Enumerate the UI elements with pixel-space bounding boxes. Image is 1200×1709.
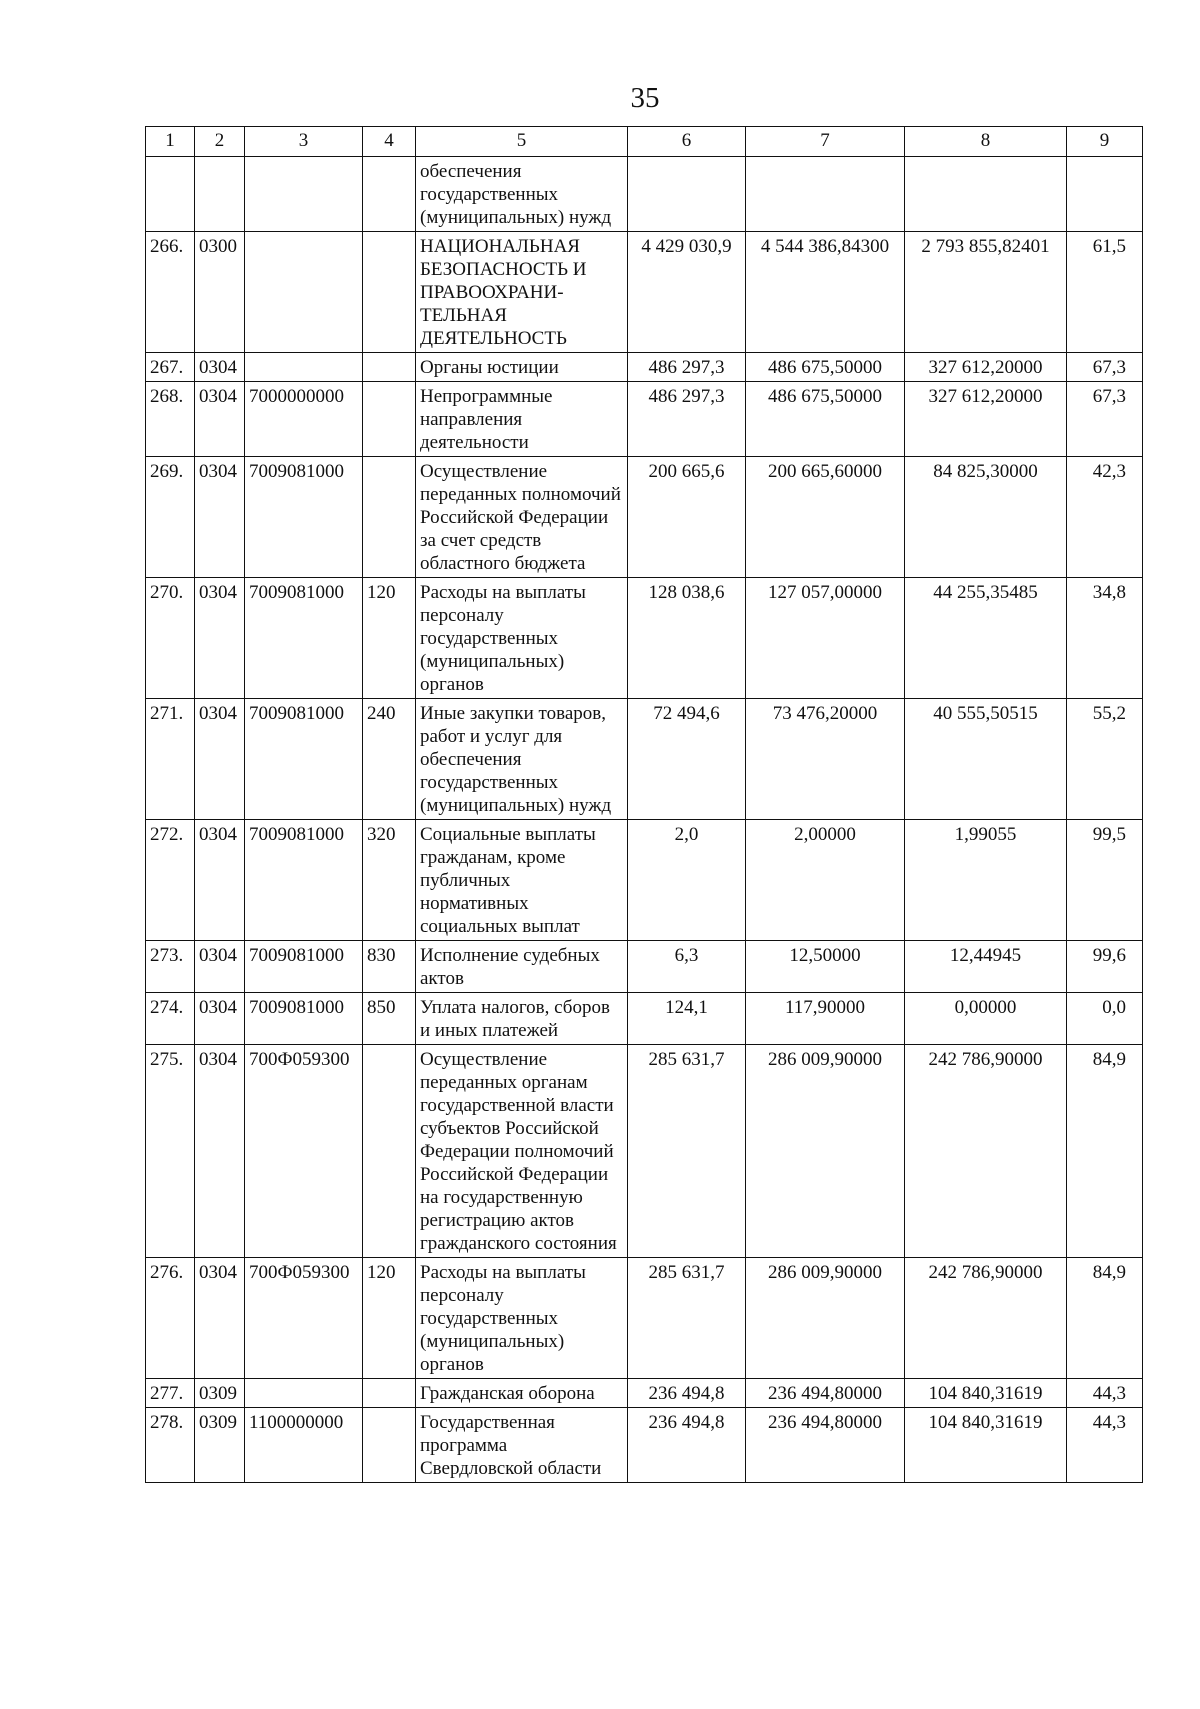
expense-type-code bbox=[363, 1408, 416, 1483]
column-header: 2 bbox=[195, 127, 245, 157]
table-row bbox=[146, 1258, 1143, 1379]
value-col7: 286 009,90000 bbox=[746, 1258, 905, 1379]
row-number: 271. bbox=[146, 699, 195, 820]
percent-col9: 61,5 bbox=[1067, 232, 1143, 353]
row-number: 278. bbox=[146, 1408, 195, 1483]
item-name: Расходы на выплаты персоналу государственных (муниципальных) органов bbox=[416, 578, 628, 699]
section-code: 0304 bbox=[195, 353, 245, 382]
value-col7: 2,00000 bbox=[746, 820, 905, 941]
row-number: 270. bbox=[146, 578, 195, 699]
value-col8: 327 612,20000 bbox=[905, 353, 1067, 382]
budget-table bbox=[145, 126, 1143, 1483]
expense-type-code bbox=[363, 1379, 416, 1408]
percent-col9 bbox=[1067, 157, 1143, 232]
column-header: 5 bbox=[416, 127, 628, 157]
target-article-code bbox=[245, 1379, 363, 1408]
row-number: 272. bbox=[146, 820, 195, 941]
value-col7: 286 009,90000 bbox=[746, 1045, 905, 1258]
percent-col9: 99,6 bbox=[1067, 941, 1143, 993]
item-name: Гражданская оборона bbox=[416, 1379, 628, 1408]
target-article-code: 7009081000 bbox=[245, 457, 363, 578]
item-name: Расходы на выплаты персоналу государственных (муниципальных) органов bbox=[416, 1258, 628, 1379]
item-name: Осуществление переданных органам государственной власти субъектов Российской Федерации полномочий Российской Федерации на государственную регистрацию актов гражданского состояния bbox=[416, 1045, 628, 1258]
value-col6: 285 631,7 bbox=[628, 1045, 746, 1258]
table-row bbox=[146, 820, 1143, 941]
value-col8: 12,44945 bbox=[905, 941, 1067, 993]
table-row bbox=[146, 578, 1143, 699]
expense-type-code: 830 bbox=[363, 941, 416, 993]
expense-type-code bbox=[363, 157, 416, 232]
value-col6: 486 297,3 bbox=[628, 382, 746, 457]
value-col6: 6,3 bbox=[628, 941, 746, 993]
row-number: 273. bbox=[146, 941, 195, 993]
target-article-code: 700Ф059300 bbox=[245, 1045, 363, 1258]
page-number: 35 bbox=[630, 82, 660, 114]
row-number: 277. bbox=[146, 1379, 195, 1408]
section-code: 0304 bbox=[195, 1258, 245, 1379]
percent-col9: 0,0 bbox=[1067, 993, 1143, 1045]
item-name: Социальные выплаты гражданам, кроме публичных нормативных социальных выплат bbox=[416, 820, 628, 941]
row-number: 269. bbox=[146, 457, 195, 578]
expense-type-code bbox=[363, 457, 416, 578]
row-number: 268. bbox=[146, 382, 195, 457]
value-col6: 128 038,6 bbox=[628, 578, 746, 699]
target-article-code bbox=[245, 353, 363, 382]
table-row bbox=[146, 699, 1143, 820]
value-col8: 1,99055 bbox=[905, 820, 1067, 941]
percent-col9: 67,3 bbox=[1067, 382, 1143, 457]
section-code: 0304 bbox=[195, 993, 245, 1045]
section-code: 0304 bbox=[195, 820, 245, 941]
percent-col9: 84,9 bbox=[1067, 1258, 1143, 1379]
section-code: 0304 bbox=[195, 578, 245, 699]
value-col8: 104 840,31619 bbox=[905, 1408, 1067, 1483]
expense-type-code: 240 bbox=[363, 699, 416, 820]
percent-col9: 55,2 bbox=[1067, 699, 1143, 820]
value-col6: 285 631,7 bbox=[628, 1258, 746, 1379]
table-row bbox=[146, 157, 1143, 232]
section-code: 0309 bbox=[195, 1408, 245, 1483]
value-col6: 124,1 bbox=[628, 993, 746, 1045]
expense-type-code bbox=[363, 382, 416, 457]
value-col6: 72 494,6 bbox=[628, 699, 746, 820]
value-col7: 127 057,00000 bbox=[746, 578, 905, 699]
section-code: 0300 bbox=[195, 232, 245, 353]
value-col7: 12,50000 bbox=[746, 941, 905, 993]
value-col8: 104 840,31619 bbox=[905, 1379, 1067, 1408]
table-row bbox=[146, 457, 1143, 578]
percent-col9: 44,3 bbox=[1067, 1408, 1143, 1483]
value-col7: 73 476,20000 bbox=[746, 699, 905, 820]
item-name: НАЦИОНАЛЬНАЯ БЕЗОПАСНОСТЬ И ПРАВООХРАНИ-ТЕЛЬНАЯ ДЕЯТЕЛЬНОСТЬ bbox=[416, 232, 628, 353]
table-row bbox=[146, 232, 1143, 353]
header-row bbox=[146, 127, 1143, 157]
value-col6: 4 429 030,9 bbox=[628, 232, 746, 353]
row-number bbox=[146, 157, 195, 232]
expense-type-code: 120 bbox=[363, 1258, 416, 1379]
section-code: 0309 bbox=[195, 1379, 245, 1408]
target-article-code: 7009081000 bbox=[245, 941, 363, 993]
expense-type-code bbox=[363, 1045, 416, 1258]
percent-col9: 67,3 bbox=[1067, 353, 1143, 382]
section-code: 0304 bbox=[195, 1045, 245, 1258]
percent-col9: 34,8 bbox=[1067, 578, 1143, 699]
value-col7: 236 494,80000 bbox=[746, 1379, 905, 1408]
target-article-code bbox=[245, 157, 363, 232]
percent-col9: 84,9 bbox=[1067, 1045, 1143, 1258]
expense-type-code bbox=[363, 232, 416, 353]
column-header: 3 bbox=[245, 127, 363, 157]
column-header: 9 bbox=[1067, 127, 1143, 157]
value-col8: 84 825,30000 bbox=[905, 457, 1067, 578]
value-col7: 486 675,50000 bbox=[746, 353, 905, 382]
row-number: 274. bbox=[146, 993, 195, 1045]
row-number: 267. bbox=[146, 353, 195, 382]
value-col8: 44 255,35485 bbox=[905, 578, 1067, 699]
section-code: 0304 bbox=[195, 699, 245, 820]
value-col6: 486 297,3 bbox=[628, 353, 746, 382]
table-row bbox=[146, 941, 1143, 993]
value-col8 bbox=[905, 157, 1067, 232]
target-article-code: 7009081000 bbox=[245, 820, 363, 941]
column-header: 8 bbox=[905, 127, 1067, 157]
percent-col9: 99,5 bbox=[1067, 820, 1143, 941]
percent-col9: 42,3 bbox=[1067, 457, 1143, 578]
column-header: 7 bbox=[746, 127, 905, 157]
value-col8: 40 555,50515 bbox=[905, 699, 1067, 820]
column-header: 1 bbox=[146, 127, 195, 157]
value-col7: 4 544 386,84300 bbox=[746, 232, 905, 353]
target-article-code: 7009081000 bbox=[245, 578, 363, 699]
value-col7: 486 675,50000 bbox=[746, 382, 905, 457]
percent-col9: 44,3 bbox=[1067, 1379, 1143, 1408]
target-article-code bbox=[245, 232, 363, 353]
target-article-code: 7009081000 bbox=[245, 993, 363, 1045]
target-article-code: 700Ф059300 bbox=[245, 1258, 363, 1379]
target-article-code: 7009081000 bbox=[245, 699, 363, 820]
expense-type-code: 320 bbox=[363, 820, 416, 941]
item-name: Осуществление переданных полномочий Российской Федерации за счет средств областного бюджета bbox=[416, 457, 628, 578]
expense-type-code: 120 bbox=[363, 578, 416, 699]
row-number: 266. bbox=[146, 232, 195, 353]
expense-type-code: 850 bbox=[363, 993, 416, 1045]
item-name: Государственная программа Свердловской области bbox=[416, 1408, 628, 1483]
row-number: 275. bbox=[146, 1045, 195, 1258]
expense-type-code bbox=[363, 353, 416, 382]
table-row bbox=[146, 993, 1143, 1045]
value-col6: 200 665,6 bbox=[628, 457, 746, 578]
section-code bbox=[195, 157, 245, 232]
table-row bbox=[146, 353, 1143, 382]
item-name: Исполнение судебных актов bbox=[416, 941, 628, 993]
target-article-code: 1100000000 bbox=[245, 1408, 363, 1483]
value-col6: 236 494,8 bbox=[628, 1408, 746, 1483]
value-col7: 117,90000 bbox=[746, 993, 905, 1045]
column-header: 6 bbox=[628, 127, 746, 157]
item-name: Уплата налогов, сборов и иных платежей bbox=[416, 993, 628, 1045]
section-code: 0304 bbox=[195, 941, 245, 993]
value-col8: 242 786,90000 bbox=[905, 1045, 1067, 1258]
value-col8: 242 786,90000 bbox=[905, 1258, 1067, 1379]
table-row bbox=[146, 1045, 1143, 1258]
value-col7: 200 665,60000 bbox=[746, 457, 905, 578]
item-name: Непрограммные направления деятельности bbox=[416, 382, 628, 457]
value-col6 bbox=[628, 157, 746, 232]
table-row bbox=[146, 1408, 1143, 1483]
value-col6: 2,0 bbox=[628, 820, 746, 941]
item-name: обеспечения государственных (муниципальных) нужд bbox=[416, 157, 628, 232]
value-col8: 0,00000 bbox=[905, 993, 1067, 1045]
item-name: Органы юстиции bbox=[416, 353, 628, 382]
value-col6: 236 494,8 bbox=[628, 1379, 746, 1408]
section-code: 0304 bbox=[195, 382, 245, 457]
table-row bbox=[146, 382, 1143, 457]
value-col7 bbox=[746, 157, 905, 232]
value-col8: 327 612,20000 bbox=[905, 382, 1067, 457]
value-col8: 2 793 855,82401 bbox=[905, 232, 1067, 353]
table-row bbox=[146, 1379, 1143, 1408]
section-code: 0304 bbox=[195, 457, 245, 578]
row-number: 276. bbox=[146, 1258, 195, 1379]
target-article-code: 7000000000 bbox=[245, 382, 363, 457]
item-name: Иные закупки товаров, работ и услуг для обеспечения государственных (муниципальных) нужд bbox=[416, 699, 628, 820]
value-col7: 236 494,80000 bbox=[746, 1408, 905, 1483]
column-header: 4 bbox=[363, 127, 416, 157]
